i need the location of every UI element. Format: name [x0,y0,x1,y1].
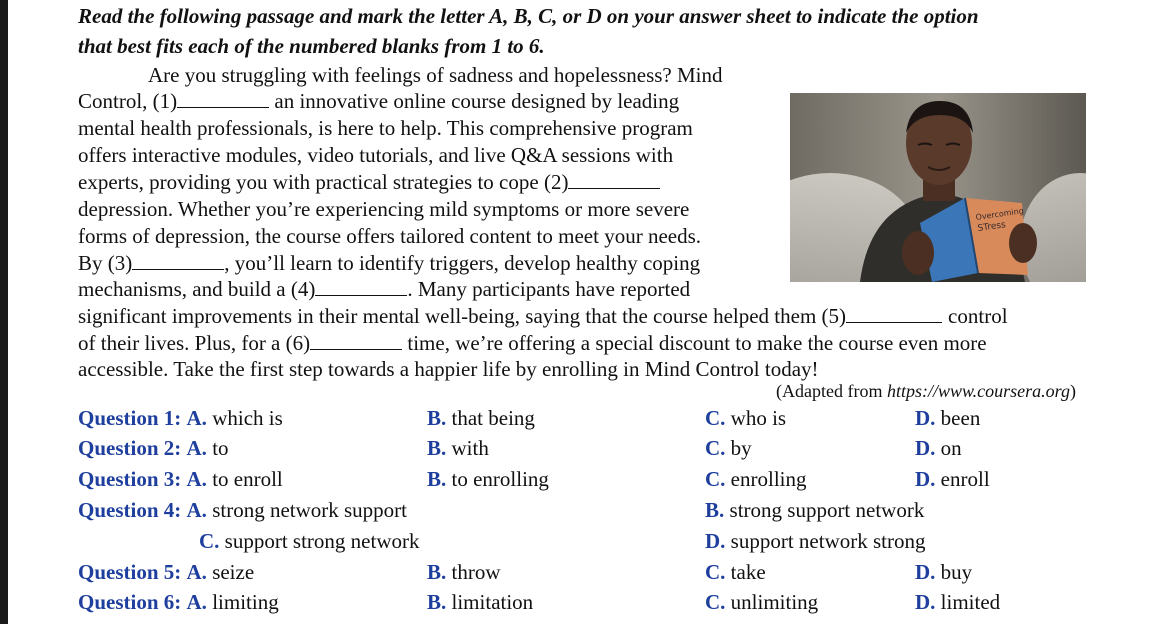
blank-6 [310,332,402,350]
passage-line-11: of their lives. Plus, for a (6) time, we’re offering a special discount to make the course even more [78,331,987,355]
question-1-label: Question 1: A. which is [78,406,283,430]
option-2b[interactable]: B. with [427,436,489,460]
option-3b[interactable]: B. to enrolling [427,467,549,491]
blank-3 [132,252,224,270]
source-citation: (Adapted from https://www.coursera.org) [776,381,1076,401]
option-5c[interactable]: C. take [705,560,766,584]
source-url: https://www.coursera.org [886,381,1070,401]
option-3c[interactable]: C. enrolling [705,467,807,491]
question-6-label: Question 6: A. limiting [78,590,279,614]
option-2c[interactable]: C. by [705,436,752,460]
option-6d[interactable]: D. limited [915,590,1001,614]
option-1d[interactable]: D. been [915,406,981,430]
option-6c[interactable]: C. unlimiting [705,590,819,614]
passage-line-2: Control, (1) an innovative online course designed by leading [78,89,680,113]
passage-line-6: depression. Whether you’re experiencing mild symptoms or more severe [78,197,690,221]
option-5d[interactable]: D. buy [915,560,973,584]
blank-1 [177,90,269,108]
option-4c[interactable]: C. support strong network [199,529,420,553]
option-3d[interactable]: D. enroll [915,467,990,491]
blank-2 [568,171,660,189]
blank-4 [315,278,407,296]
man-reading-book-photo [790,93,1086,282]
passage-line-5: experts, providing you with practical strategies to cope (2) [78,169,660,195]
blank-5 [846,305,942,323]
passage-line-12: accessible. Take the first step towards a happier life by enrolling in Mind Control today! [78,357,819,381]
option-6b[interactable]: B. limitation [427,590,534,614]
book-title-line-2: STress [977,220,1007,234]
option-1c[interactable]: C. who is [705,406,787,430]
passage-line-8: By (3) , you’ll learn to identify triggers, develop healthy coping [78,251,701,275]
instructions-line-2: that best fits each of the numbered blanks from 1 to 6. [78,34,545,58]
option-5b[interactable]: B. throw [427,560,501,584]
instructions [78,1,1118,61]
passage-line-9: mechanisms, and build a (4) . Many participants have reported [78,277,691,301]
passage-line-7: forms of depression, the course offers tailored content to meet your needs. [78,224,702,248]
instructions-line-1: Read the following passage and mark the letter A, B, C, or D on your answer sheet to indicate the option [78,4,979,28]
option-4d[interactable]: D. support network strong [705,529,926,553]
option-1b[interactable]: B. that being [427,406,535,430]
passage-line-1: Are you struggling with feelings of sadness and hopelessness? Mind [148,63,723,87]
passage-line-3: mental health professionals, is here to help. This comprehensive program [78,116,693,140]
question-5-label: Question 5: A. seize [78,560,255,584]
book-title-line-1: Overcoming [975,206,1025,222]
question-2-label: Question 2: A. to [78,436,229,460]
option-4b[interactable]: B. strong support network [705,498,925,522]
passage-line-4: offers interactive modules, video tutorials, and live Q&A sessions with [78,143,674,167]
option-2d[interactable]: D. on [915,436,962,460]
question-3-label: Question 3: A. to enroll [78,467,283,491]
question-4-label: Question 4: A. strong network support [78,498,408,522]
left-edge-bar [0,0,8,624]
passage-line-10: significant improvements in their mental well-being, saying that the course helped them (5) control [78,304,1008,328]
